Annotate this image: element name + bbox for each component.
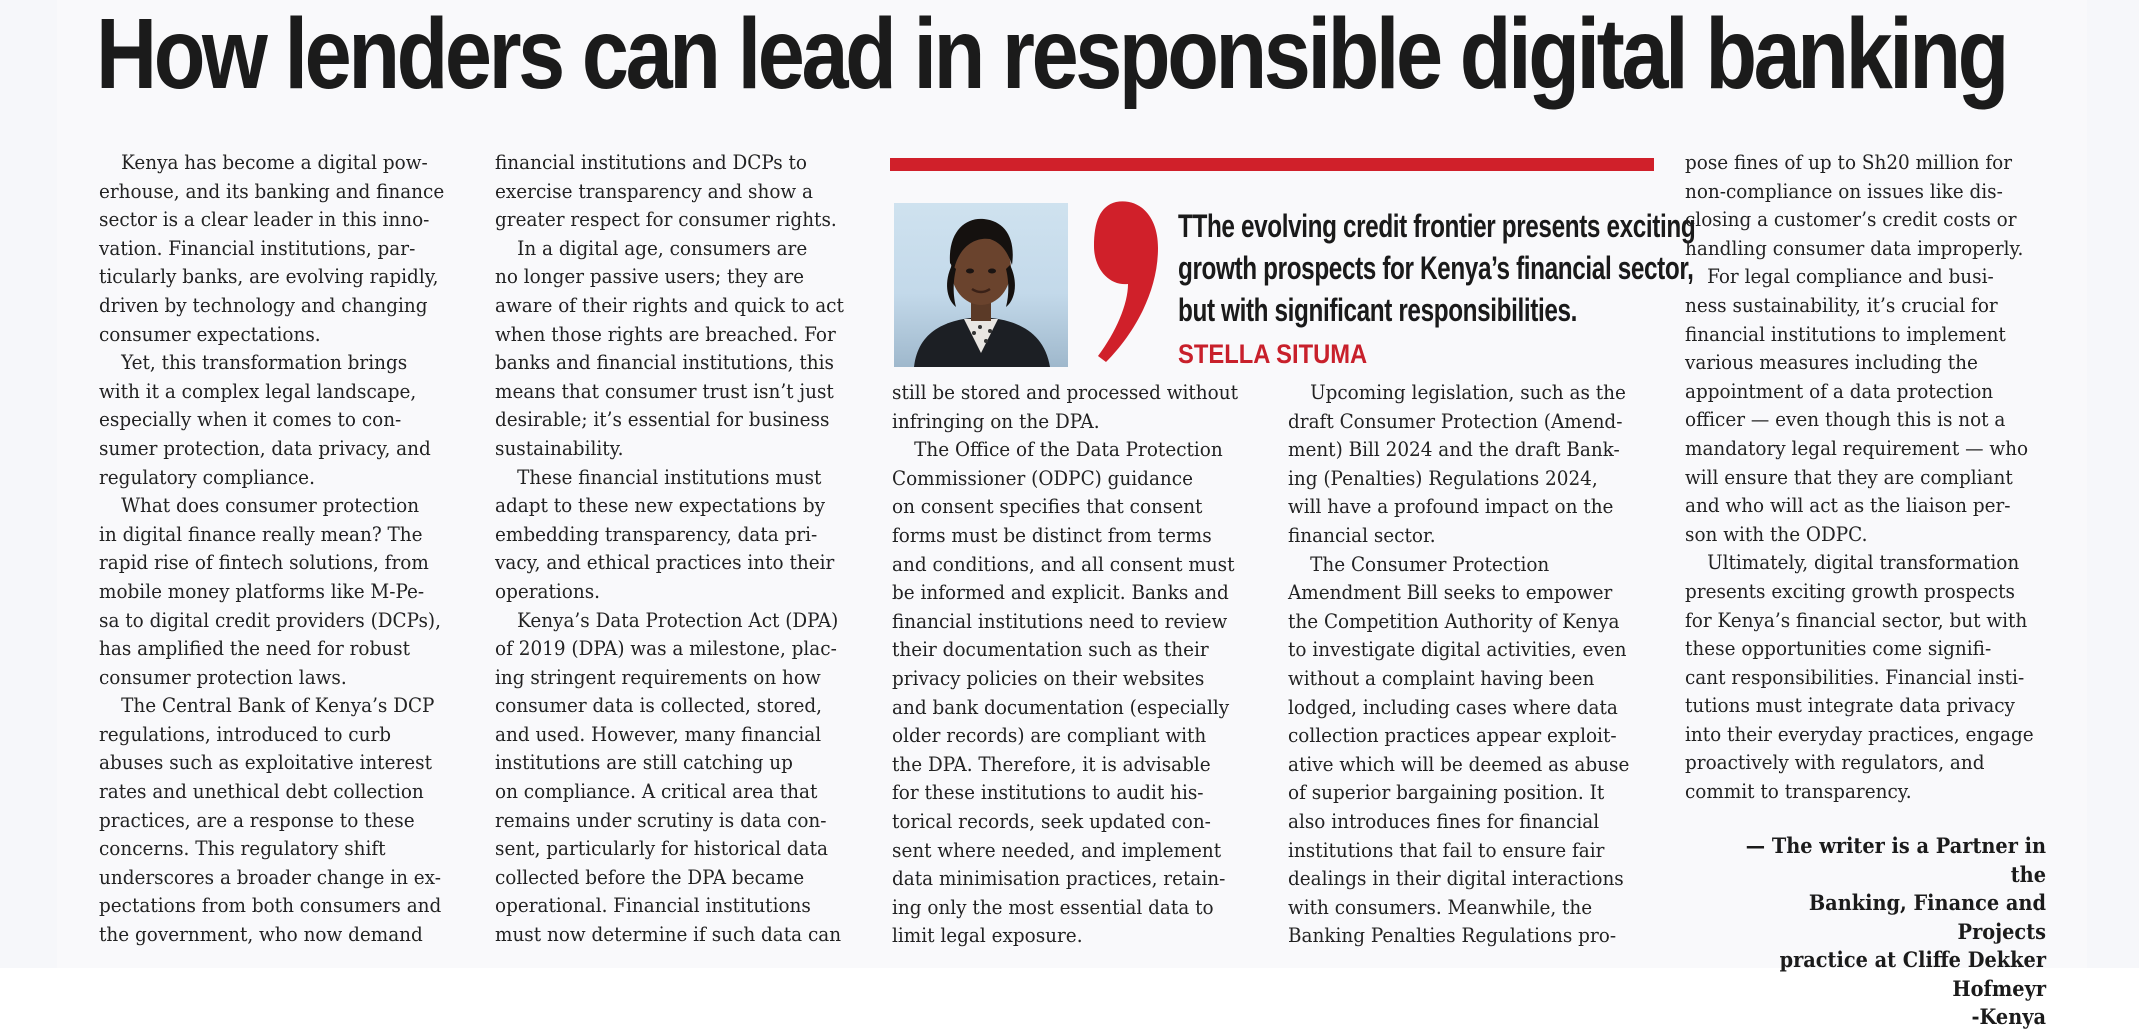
paragraph: Upcoming legislation, such as the draft Consumer Protection (Amend- ment) Bill 2024 and the draft Bank- ing (Penalties) Regulations 2024, will have a profound impact on the financial sector.: [1288, 380, 1626, 547]
paragraph: The Central Bank of Kenya’s DCP regulations, introduced to curb abuses such as exploitative interest rates and unethical debt collection practices, are a response to these concerns. This regulatory shift underscores a broader change in ex- pectations from both consumers and the government, who now demand: [99, 693, 442, 947]
article-column-4: [1288, 378, 1647, 950]
paragraph: Ultimately, digital transformation presents exciting growth prospects for Kenya’s financial sector, but with these opportunities come signifi- cant responsibilities. Financial insti- tutions must integrate data privacy into their everyday practices, engage proactively with regulators, and commit to transparency.: [1685, 550, 2034, 804]
paragraph: For legal compliance and busi- ness sustainability, it’s crucial for financial institutions to implement various measures including the appointment of a data protection officer — even though this is not a mandatory legal requirement — who will ensure that they are compliant and who will act as the liaison per- son with the ODPC.: [1685, 264, 2029, 546]
paragraph: The Office of the Data Protection Commissioner (ODPC) guidance on consent specifies that consent forms must be distinct from terms and conditions, and all consent must be informed and explicit. Banks and financial institutions need to review their documentation such as their privacy policies on their websites and bank documentation (especially older records) are compliant with the DPA. Therefore, it is advisable for these institutions to audit his- torical records, seek updated con- sent where needed, and implement data minimisation practices, retain- ing only the most essential data to limit legal exposure.: [892, 437, 1235, 948]
paragraph: Yet, this transformation brings with it a complex legal landscape, especially when it comes to con- sumer protection, data privacy, and regulatory compliance.: [99, 350, 431, 489]
paragraph: Kenya has become a digital pow- erhouse, and its banking and finance sector is a clear leader in this inno- vation. Financial institutions, par- ticularly banks, are evolving rapidly, driven by technology and changing consumer expectations.: [99, 150, 445, 346]
pullquote-author: STELLA SITUMA: [1178, 339, 1368, 369]
pullquote-rule: [890, 158, 1654, 171]
pullquote-line: growth prospects for Kenya’s financial sector,: [1178, 250, 1694, 286]
paragraph: In a digital age, consumers are no longer passive users; they are aware of their rights and quick to act when those rights are breached. For banks and financial institutions, this means that consumer trust isn’t just desirable; it’s essential for business sustainability.: [495, 235, 844, 460]
paragraph: Kenya’s Data Protection Act (DPA) of 2019 (DPA) was a milestone, plac- ing stringent requirements on how consumer data is collected, stored, and used. However, many financial institutions are still catching up on compliance. A critical area that remains under scrutiny is data con- sent, particularly for historical data collected before the DPA became operational. Financial institutions must now determine if such data can: [495, 607, 842, 947]
author-photo: [894, 203, 1068, 367]
paragraph: What does consumer protection in digital finance really mean? The rapid rise of fintech solutions, from mobile money platforms like M-Pe- sa to digital credit providers (DCPs), has amplified the need for robust consumer protection laws.: [99, 493, 441, 689]
paragraph: financial institutions and DCPs to exercise transparency and show a greater respect for consumer rights.: [495, 150, 837, 232]
article-column-2: [495, 148, 854, 949]
article-column-5: [1685, 148, 2044, 806]
quote-mark-icon: [1088, 196, 1168, 366]
paragraph: These financial institutions must adapt to these new expectations by embedding transparency, data pri- vacy, and ethical practices into their operations.: [495, 464, 835, 603]
author-bio: — The writer is a Partner in the Banking, Finance and Projects practice at Cliffe Dekker Hofmeyr -Kenya: [1745, 833, 2046, 1029]
article-column-1: [99, 148, 458, 949]
paragraph: The Consumer Protection Amendment Bill seeks to empower the Competition Authority of Kenya to investigate digital activities, even without a complaint having been lodged, including cases where data collection practices appear exploit- ative which will be deemed as abuse of superior bargaining position. It also introduces fines for financial institutions that fail to ensure fair dealings in their digital interactions with consumers. Meanwhile, the Banking Penalties Regulations pro-: [1288, 551, 1630, 948]
headline: How lenders can lead in responsible digital banking: [96, 0, 2006, 110]
paragraph: pose fines of up to Sh20 million for non-compliance on issues like dis- closing a customer’s credit costs or handling consumer data improperly.: [1685, 150, 2024, 260]
article-column-3: [892, 378, 1251, 950]
pullquote-line: TThe evolving credit frontier presents exciting: [1178, 208, 1696, 244]
author-portrait-icon: [894, 203, 1068, 367]
pullquote: [1178, 205, 1696, 331]
pullquote-line: but with significant responsibilities.: [1178, 292, 1578, 328]
paragraph: still be stored and processed without infringing on the DPA.: [892, 380, 1238, 433]
